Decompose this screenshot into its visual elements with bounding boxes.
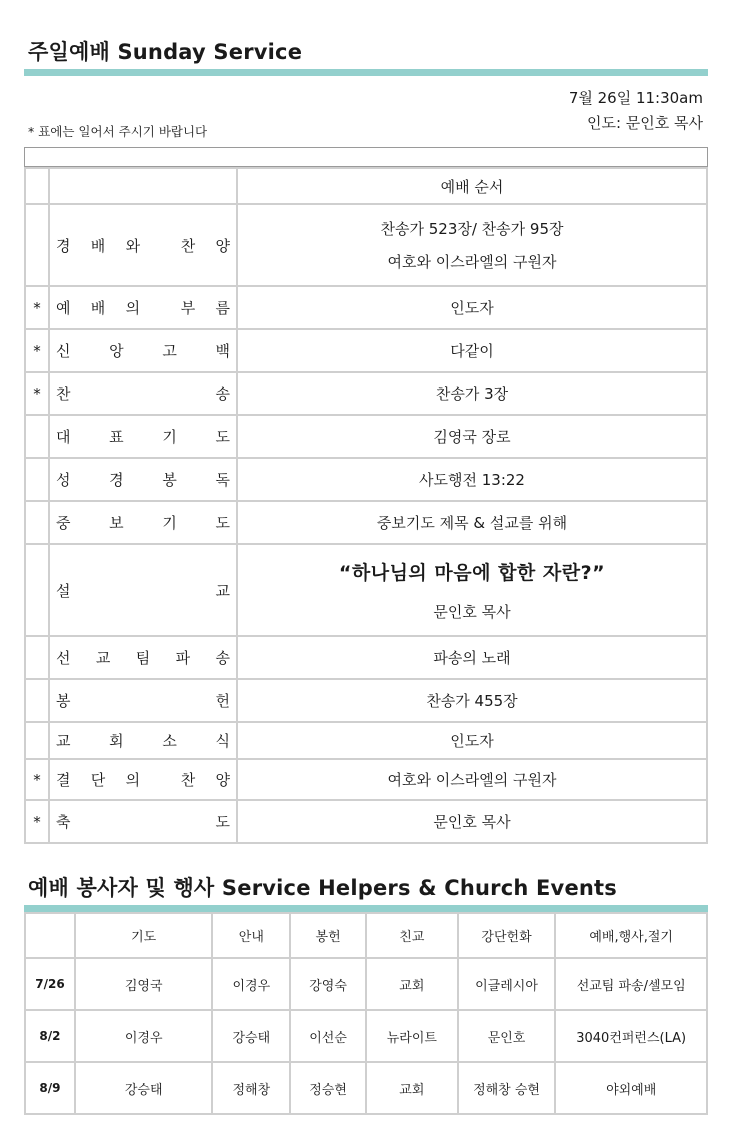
order-item-name: [49, 800, 237, 843]
order-item-name: [49, 636, 237, 679]
page-title: 주일예배 Sunday Service: [28, 40, 303, 64]
title-underline-bar: [24, 69, 708, 76]
helpers-date-cell: 8/2: [25, 1010, 75, 1062]
order-row: [25, 722, 707, 759]
order-item-char: 파: [175, 649, 191, 667]
order-item-char: 도: [215, 428, 230, 446]
helpers-cell: 3040컨퍼런스(LA): [555, 1010, 707, 1062]
order-item-detail: [237, 372, 707, 415]
order-row: [25, 636, 707, 679]
order-item-detail: [237, 286, 707, 329]
order-item-detail: [237, 722, 707, 759]
service-leader: 인도: 문인호 목사: [586, 114, 703, 132]
order-row: [25, 329, 707, 372]
order-item-char: 결: [56, 771, 71, 789]
helpers-row: [25, 958, 707, 1010]
order-row: [25, 759, 707, 800]
detail-line: 인도자: [450, 299, 494, 317]
order-item-char: 경: [109, 471, 124, 489]
detail-line: 찬송가 3장: [435, 385, 509, 403]
order-item-name: [49, 544, 237, 636]
order-row: [25, 415, 707, 458]
standing-mark: [25, 204, 49, 286]
order-row: [25, 204, 707, 286]
helpers-cell: 야외예배: [555, 1062, 707, 1114]
order-item-char: 양: [215, 236, 230, 255]
order-item-name: [49, 458, 237, 501]
helpers-column-header: 안내: [212, 913, 290, 958]
order-item-char: 고: [162, 342, 177, 360]
helpers-column-header: 친교: [366, 913, 458, 958]
order-item-char: 예: [56, 299, 71, 317]
helpers-date-cell: 8/9: [25, 1062, 75, 1114]
order-item-name: [49, 329, 237, 372]
order-item-char: 설: [56, 581, 71, 600]
order-of-worship-table: [24, 167, 708, 844]
order-row: [25, 458, 707, 501]
header-star-cell: [25, 168, 49, 204]
order-item-detail: [237, 501, 707, 544]
header-item-cell: [49, 168, 237, 204]
order-item-char: 교: [56, 732, 71, 750]
order-item-char: 식: [215, 732, 230, 750]
order-item-char: 송: [215, 649, 230, 667]
order-item-char: 배: [90, 299, 106, 317]
order-header-row: [25, 168, 707, 204]
detail-line: 문인호 목사: [433, 813, 511, 831]
order-item-char: 앙: [109, 342, 124, 360]
order-item-detail: [237, 204, 707, 286]
order-item-char: 대: [56, 428, 71, 446]
helpers-cell: 문인호: [458, 1010, 556, 1062]
order-item-char: 찬: [56, 385, 71, 403]
standing-mark: [25, 415, 49, 458]
helpers-cell: 김영국: [75, 958, 213, 1010]
standing-mark: [25, 544, 49, 636]
standing-mark: *: [25, 286, 49, 329]
helpers-cell: 이경우: [212, 958, 290, 1010]
helpers-cell: 강영숙: [290, 958, 366, 1010]
standing-mark: [25, 722, 49, 759]
order-item-char: 송: [215, 385, 230, 403]
order-item-char: 와: [125, 236, 141, 255]
standing-mark: *: [25, 759, 49, 800]
order-item-detail: [237, 544, 707, 636]
detail-line: 여호와 이스라엘의 구원자: [387, 253, 557, 271]
helpers-column-header: 예배,행사,절기: [555, 913, 707, 958]
order-row: [25, 286, 707, 329]
helpers-column-header: [25, 913, 75, 958]
helpers-cell: 선교팀 파송/셀모임: [555, 958, 707, 1010]
standing-mark: [25, 458, 49, 501]
order-row: [25, 800, 707, 843]
detail-line: 김영국 장로: [433, 428, 511, 446]
order-item-name: [49, 759, 237, 800]
order-item-char: 도: [215, 514, 230, 532]
helpers-column-header: 기도: [75, 913, 213, 958]
order-column-header: 예배 순서: [237, 168, 707, 204]
service-date-time: 7월 26일 11:30am: [568, 89, 703, 107]
sermon-title: “하나님의 마음에 합한 자란?”: [338, 562, 606, 584]
order-item-name: [49, 286, 237, 329]
standing-mark: [25, 501, 49, 544]
service-info: [569, 86, 703, 136]
order-item-char: 선: [56, 649, 71, 667]
order-item-char: 찬: [180, 771, 196, 789]
order-item-detail: [237, 329, 707, 372]
order-item-name: [49, 415, 237, 458]
order-item-detail: [237, 458, 707, 501]
order-item-char: 백: [215, 342, 230, 360]
helpers-cell: 강승태: [212, 1010, 290, 1062]
order-item-char: 회: [109, 732, 124, 750]
helpers-column-header: 강단헌화: [458, 913, 556, 958]
order-item-char: 기: [162, 428, 177, 446]
detail-line: 찬송가 523장/ 찬송가 95장: [380, 220, 564, 238]
standing-mark: *: [25, 800, 49, 843]
order-item-char: 찬: [180, 236, 196, 255]
standing-mark: *: [25, 372, 49, 415]
order-row: [25, 544, 707, 636]
order-item-char: 보: [109, 514, 124, 532]
order-item-char: 신: [56, 342, 71, 360]
order-item-name: [49, 722, 237, 759]
order-item-char: 양: [215, 771, 230, 789]
helpers-cell: 교회: [366, 1062, 458, 1114]
order-item-char: 단: [90, 771, 106, 789]
order-item-char: 독: [215, 471, 230, 489]
helpers-header-row: [25, 913, 707, 958]
helpers-cell: 정해창: [212, 1062, 290, 1114]
detail-line: 다같이: [450, 342, 494, 360]
standing-mark: [25, 636, 49, 679]
order-item-char: 경: [56, 236, 71, 255]
standing-notice: * 표에는 일어서 주시기 바랍니다: [28, 124, 208, 139]
detail-line: 여호와 이스라엘의 구원자: [387, 771, 557, 789]
helpers-cell: 교회: [366, 958, 458, 1010]
order-item-char: 교: [95, 649, 111, 667]
order-item-char: 부: [180, 299, 196, 317]
order-item-detail: [237, 636, 707, 679]
order-item-char: 팀: [135, 649, 151, 667]
helpers-cell: 정승현: [290, 1062, 366, 1114]
detail-line: 인도자: [450, 732, 494, 750]
helpers-cell: 이선순: [290, 1010, 366, 1062]
helpers-row: [25, 1062, 707, 1114]
order-item-name: [49, 679, 237, 722]
order-item-name: [49, 204, 237, 286]
order-item-name: [49, 372, 237, 415]
order-item-char: 배: [90, 236, 106, 255]
detail-line: 찬송가 455장: [426, 692, 518, 710]
standing-mark: [25, 679, 49, 722]
order-item-name: [49, 501, 237, 544]
helpers-row: [25, 1010, 707, 1062]
order-item-char: 중: [56, 514, 71, 532]
order-item-detail: [237, 800, 707, 843]
order-item-char: 교: [215, 581, 230, 600]
detail-line: 사도행전 13:22: [419, 471, 525, 489]
helpers-cell: 강승태: [75, 1062, 213, 1114]
helpers-column-header: 봉헌: [290, 913, 366, 958]
helpers-cell: 뉴라이트: [366, 1010, 458, 1062]
helpers-underline-bar: [24, 905, 708, 912]
order-item-char: 소: [162, 732, 177, 750]
helpers-title: 예배 봉사자 및 행사 Service Helpers & Church Events: [28, 876, 617, 900]
order-item-char: 표: [109, 428, 124, 446]
order-item-char: 헌: [215, 692, 230, 710]
order-item-char: 의: [125, 299, 141, 317]
detail-line: 문인호 목사: [433, 603, 511, 621]
order-item-detail: [237, 759, 707, 800]
order-item-detail: [237, 415, 707, 458]
order-row: [25, 501, 707, 544]
order-item-char: 봉: [162, 471, 177, 489]
order-item-char: 도: [215, 813, 230, 831]
order-item-detail: [237, 679, 707, 722]
detail-line: 중보기도 제목 & 설교를 위해: [376, 514, 568, 532]
helpers-cell: 이글레시아: [458, 958, 556, 1010]
standing-mark: *: [25, 329, 49, 372]
helpers-cell: 이경우: [75, 1010, 213, 1062]
service-helpers-table: [24, 912, 708, 1115]
order-row: [25, 372, 707, 415]
order-item-char: 봉: [56, 692, 71, 710]
table-top-spacer: [24, 147, 708, 167]
order-item-char: 의: [125, 771, 141, 789]
order-item-char: 름: [215, 299, 230, 317]
order-row: [25, 679, 707, 722]
helpers-cell: 정해창 승현: [458, 1062, 556, 1114]
order-item-char: 성: [56, 471, 71, 489]
detail-line: 파송의 노래: [433, 649, 511, 667]
helpers-date-cell: 7/26: [25, 958, 75, 1010]
order-item-char: 축: [56, 813, 71, 831]
order-item-char: 기: [162, 514, 177, 532]
